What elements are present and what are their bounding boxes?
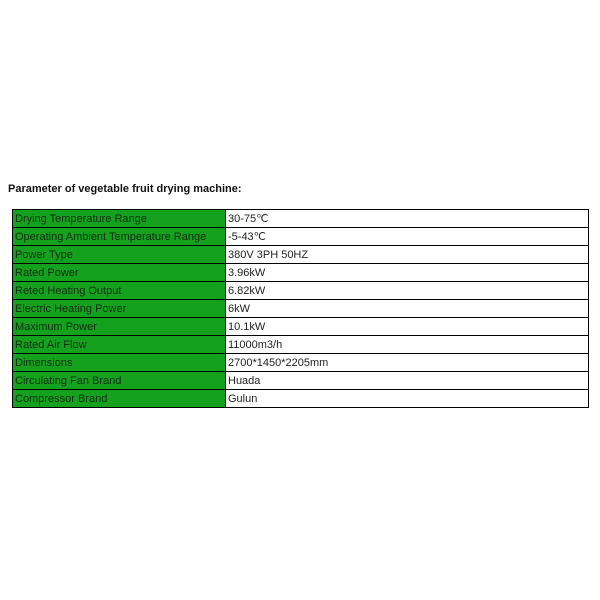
parameter-label: Rated Power	[13, 264, 226, 282]
table-row	[13, 354, 589, 372]
parameter-label: Circulating Fan Brand	[13, 372, 226, 390]
parameter-label: Electric Heating Power	[13, 300, 226, 318]
parameter-value: 6kW	[226, 300, 589, 318]
parameter-label: Drying Temperature Range	[13, 210, 226, 228]
parameter-value: 10.1kW	[226, 318, 589, 336]
parameter-value: 3.96kW	[226, 264, 589, 282]
table-row	[13, 210, 589, 228]
parameter-label: Reted Heating Output	[13, 282, 226, 300]
table-row	[13, 372, 589, 390]
table-row	[13, 300, 589, 318]
parameter-value: -5-43℃	[226, 228, 589, 246]
parameter-value: 2700*1450*2205mm	[226, 354, 589, 372]
table-row	[13, 336, 589, 354]
table-row	[13, 228, 589, 246]
parameter-value: 11000m3/h	[226, 336, 589, 354]
table-row	[13, 282, 589, 300]
table-row	[13, 264, 589, 282]
parameter-value: 6.82kW	[226, 282, 589, 300]
parameter-label: Maximum Power	[13, 318, 226, 336]
parameter-table	[12, 209, 589, 408]
parameter-label: Rated Air Flow	[13, 336, 226, 354]
parameter-label: Compressor Brand	[13, 390, 226, 408]
parameter-value: Gulun	[226, 390, 589, 408]
table-row	[13, 390, 589, 408]
page-heading: Parameter of vegetable fruit drying machine:	[8, 183, 242, 195]
parameter-value: 30-75℃	[226, 210, 589, 228]
parameter-value: Huada	[226, 372, 589, 390]
table-row	[13, 318, 589, 336]
parameter-label: Power Type	[13, 246, 226, 264]
parameter-label: Dimensions	[13, 354, 226, 372]
parameter-value: 380V 3PH 50HZ	[226, 246, 589, 264]
table-row	[13, 246, 589, 264]
parameter-label: Operating Ambient Temperature Range	[13, 228, 226, 246]
